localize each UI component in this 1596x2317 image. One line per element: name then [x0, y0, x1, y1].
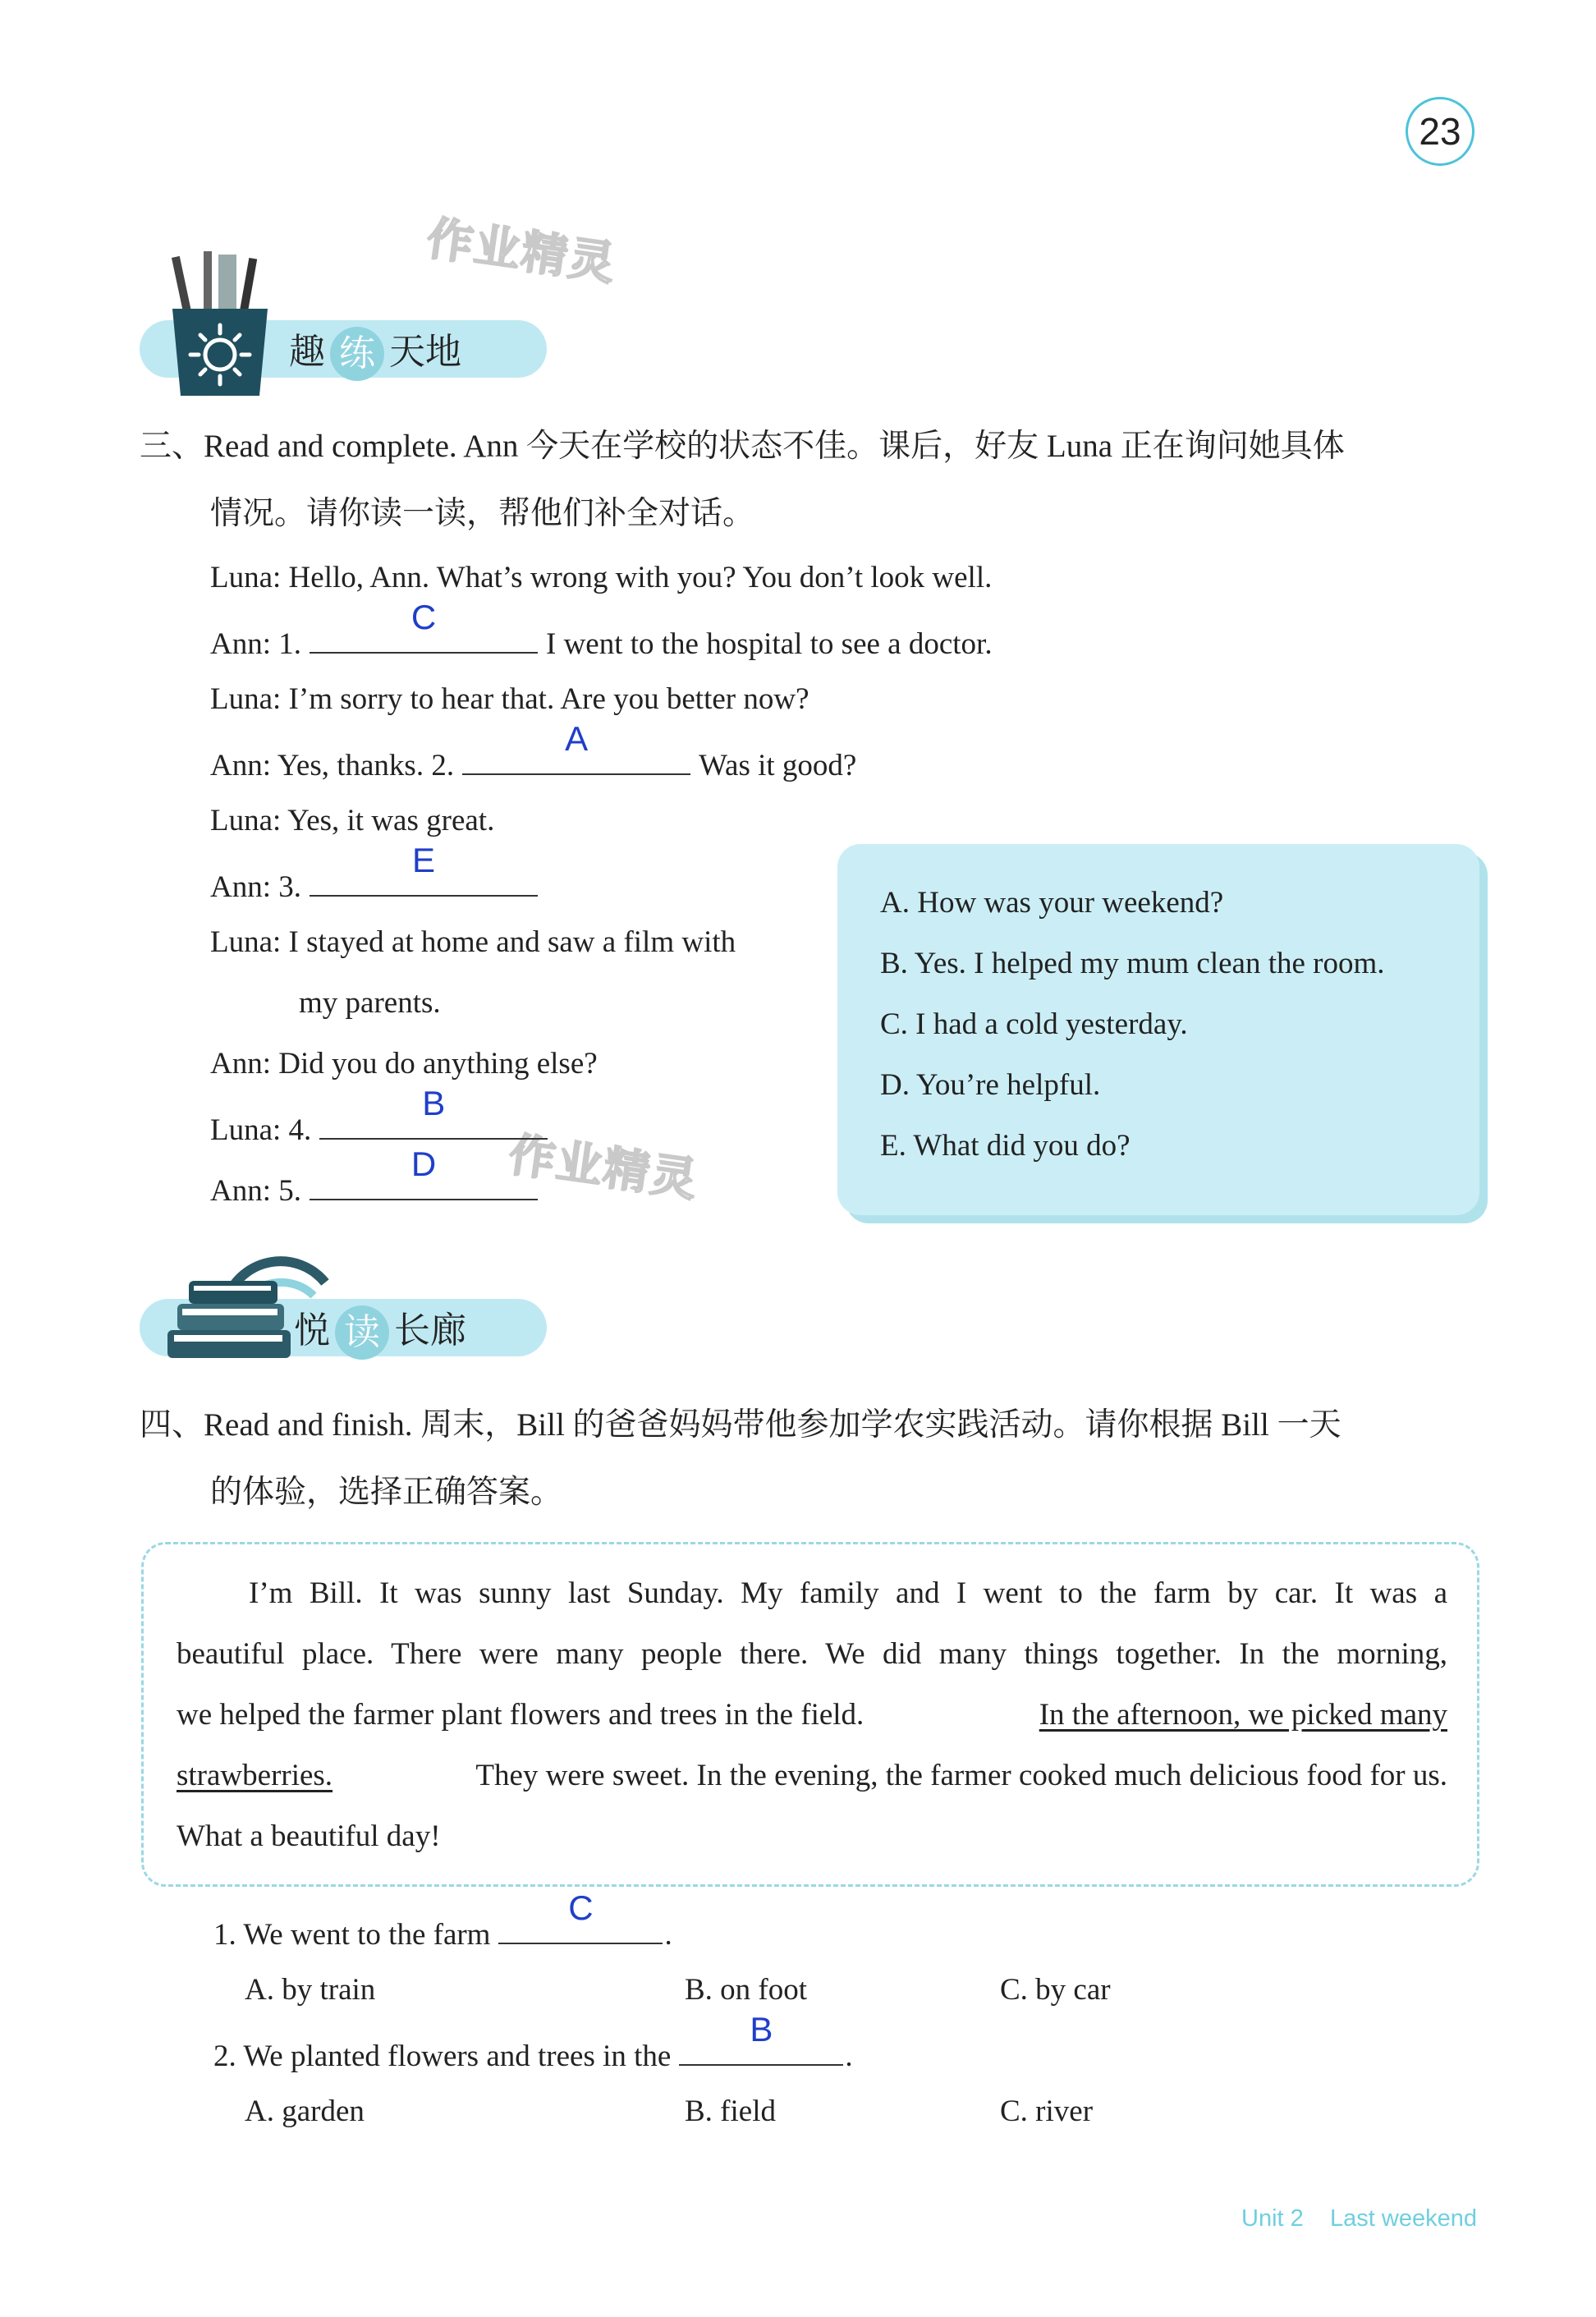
answer-blank-2[interactable]: A — [462, 741, 690, 775]
section4-heading-line2: 的体验，选择正确答案。 — [210, 1475, 563, 1510]
section3-heading-line1: 三、Read and complete. Ann 今天在学校的状态不佳。课后，好友 Luna 正在询问她具体 — [140, 429, 1345, 464]
q1-option-b: B. on foot — [685, 1973, 808, 2007]
option-d: D. You’re helpful. — [880, 1068, 1101, 1102]
reading-passage — [141, 1542, 1479, 1887]
footer-title: Last weekend — [1330, 2205, 1477, 2232]
dialogue-line-2: Ann: 1. C I went to the hospital to see a doctor. — [210, 598, 993, 661]
dialogue-line-10: Luna: 4. B — [210, 1105, 556, 1150]
option-e: E. What did you do? — [880, 1129, 1130, 1163]
answer-blank-4[interactable]: B — [319, 1105, 548, 1140]
pen-holder-icon — [164, 251, 276, 402]
option-b: B. Yes. I helped my mum clean the room. — [880, 947, 1385, 980]
section3-banner-title: 趣 练 天地 — [289, 322, 461, 381]
question-1-blank[interactable]: C — [498, 1910, 663, 1944]
section4-heading-line1: 四、Read and finish. 周末，Bill 的爸爸妈妈带他参加学农实践活动。请你根据 Bill 一天 — [140, 1407, 1341, 1443]
option-a: A. How was your weekend? — [880, 886, 1224, 920]
passage-line-2: beautiful place. There were many people there. We did many things together. In the morning, — [177, 1637, 1447, 1671]
answer-blank-5[interactable]: D — [310, 1166, 538, 1200]
footer-unit: Unit 2 — [1241, 2205, 1304, 2232]
q2-option-a: A. garden — [245, 2094, 365, 2128]
dialogue-line-4: Ann: Yes, thanks. 2. A Was it good? — [210, 719, 857, 782]
q1-option-a: A. by train — [245, 1973, 376, 2007]
dialogue-line-3: Luna: I’m sorry to hear that. Are you better now? — [210, 682, 809, 716]
passage-line-1: I’m Bill. It was sunny last Sunday. My family and I went to the farm by car. It was a — [249, 1576, 1447, 1610]
question-2-blank[interactable]: B — [679, 2031, 843, 2066]
question-2: 2. We planted flowers and trees in the B . — [213, 2010, 853, 2073]
q2-option-b: B. field — [685, 2094, 776, 2128]
passage-line-3: we helped the farmer plant flowers and trees in the field. In the afternoon, we picked many — [177, 1698, 1447, 1732]
section4-banner-title: 悦 读 长廊 — [294, 1301, 466, 1360]
answer-blank-3[interactable]: E — [310, 862, 538, 897]
options-box — [837, 844, 1479, 1215]
q2-option-c: C. river — [1000, 2094, 1094, 2128]
q1-option-c: C. by car — [1000, 1973, 1111, 2007]
dialogue-line-1: Luna: Hello, Ann. What’s wrong with you? You don’t look well. — [210, 561, 993, 594]
dialogue-line-5: Luna: Yes, it was great. — [210, 804, 495, 837]
watermark-middle: 作业精灵 — [505, 1128, 702, 1208]
passage-line-5: What a beautiful day! — [177, 1819, 441, 1853]
dialogue-line-9: Ann: Did you do anything else? — [210, 1047, 598, 1081]
section3-heading-line2: 情况。请你读一读，帮他们补全对话。 — [210, 496, 755, 531]
option-c: C. I had a cold yesterday. — [880, 1007, 1188, 1041]
dialogue-line-6: Ann: 3. E — [210, 862, 546, 907]
watermark-top: 作业精灵 — [423, 212, 620, 291]
dialogue-line-11: Ann: 5. D — [210, 1166, 546, 1211]
question-1: 1. We went to the farm C . — [213, 1888, 672, 1952]
dialogue-line-7: Luna: I stayed at home and saw a film with — [210, 925, 736, 959]
dialogue-line-8: my parents. — [299, 986, 441, 1020]
answer-blank-1[interactable]: C — [310, 619, 538, 654]
page-number: 23 — [1406, 97, 1474, 166]
passage-line-4: strawberries. They were sweet. In the evening, the farmer cooked much delicious food for us. — [177, 1759, 1447, 1792]
